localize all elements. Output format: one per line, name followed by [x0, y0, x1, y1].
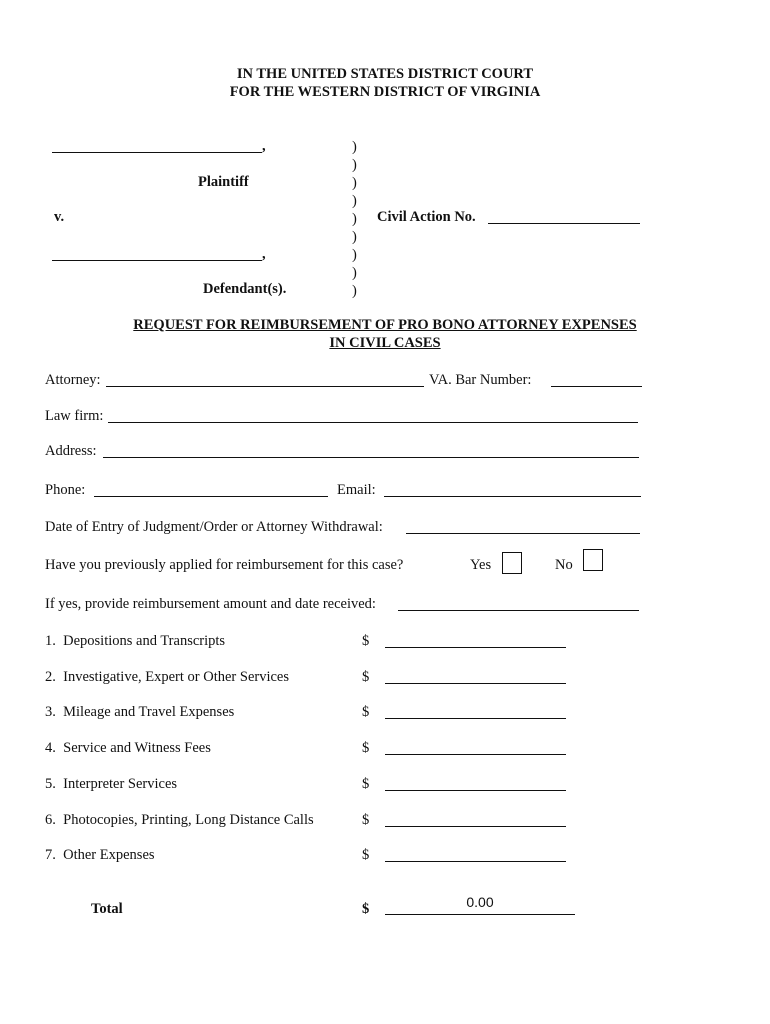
expense-amount-field[interactable]: [385, 718, 566, 719]
paren-8: ): [352, 265, 357, 281]
email-field[interactable]: [384, 496, 641, 497]
plaintiff-name-line[interactable]: [52, 152, 262, 153]
expense-currency: $: [362, 633, 370, 649]
phone-field[interactable]: [94, 496, 328, 497]
expense-label-mileage: 3. Mileage and Travel Expenses: [45, 704, 235, 720]
address-label: Address:: [45, 443, 97, 459]
defendant-name-line[interactable]: [52, 260, 262, 261]
expense-label-photocopies: 6. Photocopies, Printing, Long Distance Calls: [45, 812, 314, 828]
phone-label: Phone:: [45, 482, 86, 498]
paren-9: ): [352, 283, 357, 299]
no-label: No: [555, 557, 573, 573]
court-name-line2: FOR THE WESTERN DISTRICT OF VIRGINIA: [229, 84, 541, 100]
defendant-label: Defendant(s).: [203, 281, 287, 297]
paren-5: ): [352, 211, 357, 227]
bar-number-field[interactable]: [551, 386, 642, 387]
expense-currency: $: [362, 812, 370, 828]
bar-number-label: VA. Bar Number:: [429, 372, 532, 388]
address-field[interactable]: [103, 457, 639, 458]
expense-label-depositions: 1. Depositions and Transcripts: [45, 633, 226, 649]
law-firm-field[interactable]: [108, 422, 638, 423]
law-firm-label: Law firm:: [45, 408, 104, 424]
caption-parentheses: [352, 138, 362, 300]
expense-amount-field[interactable]: [385, 647, 566, 648]
yes-label: Yes: [470, 557, 492, 573]
if-yes-label: If yes, provide reimbursement amount and date received:: [45, 596, 376, 612]
attorney-label: Attorney:: [45, 372, 101, 388]
expense-amount-field[interactable]: [385, 683, 566, 684]
expense-currency: $: [362, 847, 370, 863]
court-name-line1: IN THE UNITED STATES DISTRICT COURT: [236, 66, 534, 82]
total-currency: $: [362, 901, 370, 917]
expense-label-interpreter: 5. Interpreter Services: [45, 776, 178, 792]
judgment-date-label: Date of Entry of Judgment/Order or Attorney Withdrawal:: [45, 519, 383, 535]
form-title-line2: IN CIVIL CASES: [329, 335, 441, 351]
expense-label-service-witness: 4. Service and Witness Fees: [45, 740, 211, 756]
previously-applied-label: Have you previously applied for reimbursement for this case?: [45, 557, 404, 573]
total-label: Total: [91, 901, 123, 917]
form-title-line1: REQUEST FOR REIMBURSEMENT OF PRO BONO ATTORNEY EXPENSES: [133, 317, 637, 333]
email-label: Email:: [337, 482, 376, 498]
judgment-date-field[interactable]: [406, 533, 640, 534]
expense-amount-field[interactable]: [385, 790, 566, 791]
plaintiff-label: Plaintiff: [198, 174, 249, 190]
expense-currency: $: [362, 704, 370, 720]
paren-3: ): [352, 175, 357, 191]
civil-action-number-line[interactable]: [488, 223, 640, 224]
versus-label: v.: [54, 209, 65, 225]
prior-reimbursement-field[interactable]: [398, 610, 639, 611]
expense-currency: $: [362, 740, 370, 756]
expense-amount-field[interactable]: [385, 861, 566, 862]
paren-2: ): [352, 157, 357, 173]
expense-label-investigative: 2. Investigative, Expert or Other Services: [45, 669, 290, 685]
expense-currency: $: [362, 669, 370, 685]
civil-action-label: Civil Action No.: [377, 209, 476, 225]
paren-4: ): [352, 193, 357, 209]
paren-1: ): [352, 139, 357, 155]
expense-amount-field[interactable]: [385, 826, 566, 827]
paren-7: ): [352, 247, 357, 263]
expense-currency: $: [362, 776, 370, 792]
no-checkbox[interactable]: [583, 549, 603, 571]
paren-6: ): [352, 229, 357, 245]
total-amount-field[interactable]: [385, 914, 575, 915]
yes-checkbox[interactable]: [502, 552, 522, 574]
attorney-field[interactable]: [106, 386, 424, 387]
expense-label-other: 7. Other Expenses: [45, 847, 155, 863]
expense-amount-field[interactable]: [385, 754, 566, 755]
plaintiff-comma: ,: [262, 138, 266, 154]
defendant-comma: ,: [262, 246, 266, 262]
total-value[interactable]: 0.00: [466, 894, 494, 910]
